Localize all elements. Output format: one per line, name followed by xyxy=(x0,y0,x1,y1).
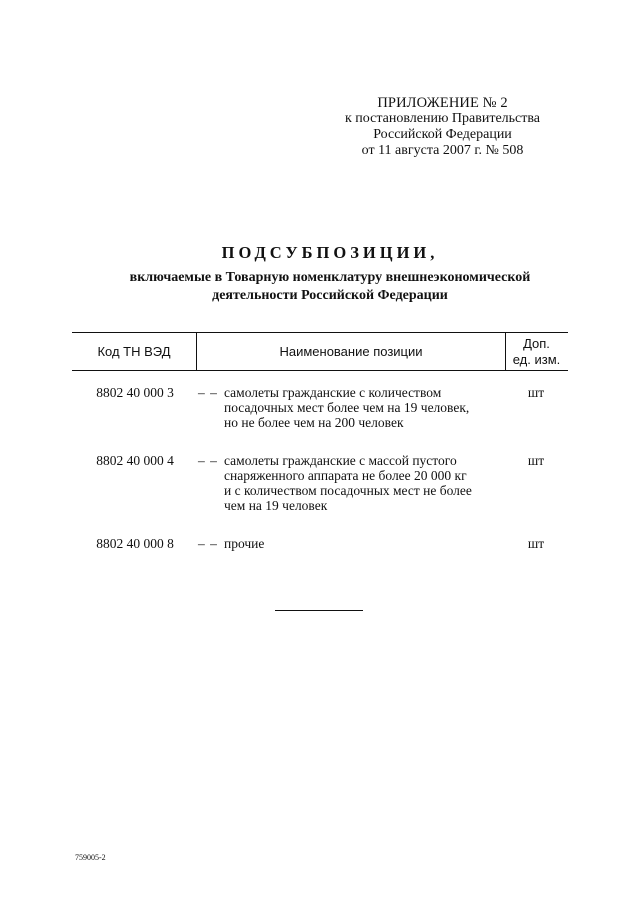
header-name: Наименование позиции xyxy=(196,333,506,370)
table-header xyxy=(72,332,568,371)
subposition-table xyxy=(72,332,568,551)
row-dash: – – xyxy=(198,453,218,468)
appendix-reference xyxy=(300,95,585,159)
header-code: Код ТН ВЭД xyxy=(97,343,171,359)
row-name xyxy=(196,385,504,430)
row-code: 8802 40 000 8 xyxy=(96,536,174,551)
document-code: 759005-2 xyxy=(75,853,106,862)
row-code: 8802 40 000 3 xyxy=(96,385,174,400)
footer-divider xyxy=(275,610,363,611)
row-unit: шт xyxy=(527,453,545,468)
title-subtitle: включаемые в Товарную номенклатуру внешнеэкономической xyxy=(129,270,531,285)
appendix-line: к постановлению Правительства xyxy=(344,111,541,126)
row-unit: шт xyxy=(527,536,545,551)
appendix-line: от 11 августа 2007 г. № 508 xyxy=(361,143,524,158)
row-name-text: самолеты гражданские с массой пустого снаряженного аппарата не более 20 000 кг и с количеством посадочных мест не более чем на 19 человек xyxy=(224,453,472,513)
row-dash: – – xyxy=(198,536,218,551)
row-name xyxy=(196,453,504,513)
row-name-text: прочие xyxy=(224,536,265,551)
header-unit-line: Доп. xyxy=(523,335,550,351)
row-code: 8802 40 000 4 xyxy=(96,453,174,468)
appendix-title: ПРИЛОЖЕНИЕ № 2 xyxy=(377,95,508,111)
header-unit-line: ед. изм. xyxy=(512,351,561,367)
table-row xyxy=(72,453,568,513)
document-title xyxy=(60,243,600,305)
table-body xyxy=(72,385,568,551)
table-row xyxy=(72,385,568,430)
table-row xyxy=(72,536,568,551)
row-name xyxy=(196,536,504,551)
appendix-line: Российской Федерации xyxy=(373,127,512,142)
row-dash: – – xyxy=(198,385,218,400)
row-unit: шт xyxy=(527,385,545,400)
title-subtitle: деятельности Российской Федерации xyxy=(212,288,448,303)
header-unit xyxy=(505,333,568,370)
title-main: ПОДСУБПОЗИЦИИ, xyxy=(221,243,439,262)
row-name-text: самолеты гражданские с количеством посадочных мест более чем на 19 человек, но не более чем на 200 человек xyxy=(224,385,470,430)
